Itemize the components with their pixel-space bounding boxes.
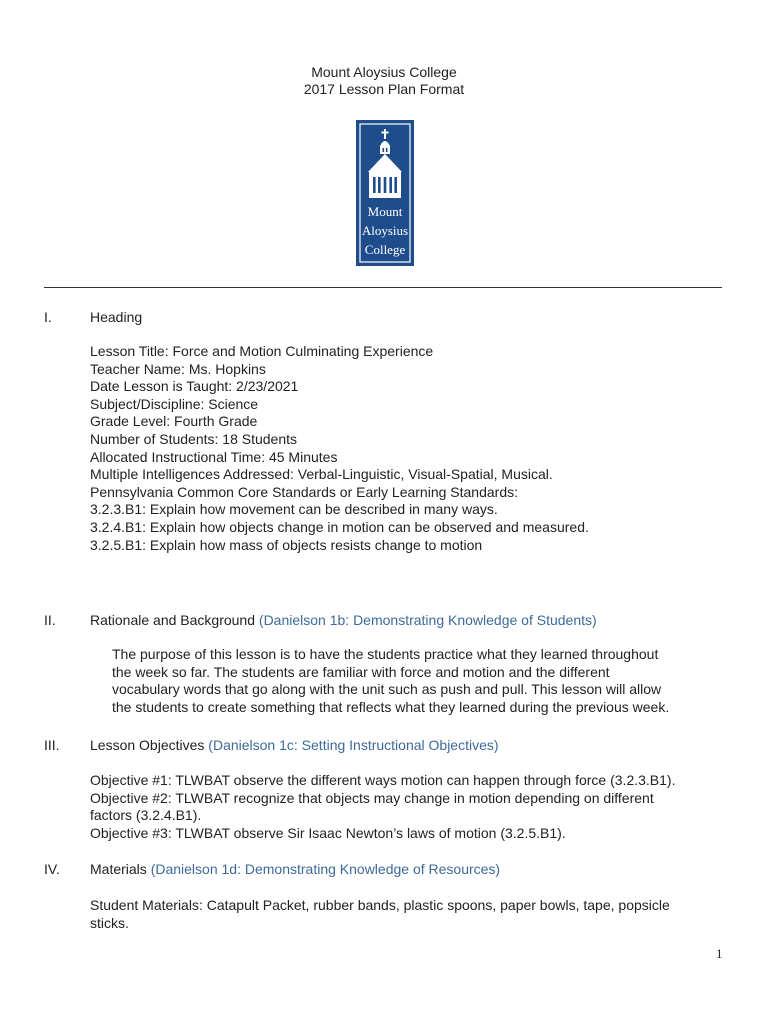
college-logo: [356, 120, 414, 266]
header-divider: [44, 287, 722, 288]
standards-heading: Pennsylvania Common Core Standards or Early Learning Standards:: [90, 483, 519, 500]
logo-text-line3: College: [364, 242, 406, 257]
section-title: Materials: [90, 861, 147, 877]
multiple-intelligences: Multiple Intelligences Addressed: Verbal-Linguistic, Visual-Spatial, Musical.: [90, 466, 553, 483]
student-materials: Student Materials: Catapult Packet, rubber bands, plastic spoons, paper bowls, tape, popsicle: [90, 897, 670, 913]
number-of-students: Number of Students: 18 Students: [90, 430, 298, 447]
danielson-reference: (Danielson 1d: Demonstrating Knowledge of Resources): [150, 861, 501, 877]
paragraph-line: the week so far. The students are familiar with force and motion and the different: [112, 663, 610, 680]
paragraph-line: The purpose of this lesson is to have the students practice what they learned throughout: [112, 646, 659, 662]
logo-text-line2: Aloysius: [361, 223, 409, 238]
standard-1: 3.2.3.B1: Explain how movement can be described in many ways.: [90, 501, 498, 518]
logo-text-line1: Mount: [367, 204, 403, 219]
objective-2: Objective #2: TLWBAT recognize that objects may change in motion depending on different: [90, 789, 654, 806]
section-number: IV.: [44, 861, 60, 877]
rationale-paragraph: [112, 646, 669, 716]
objective-1: Objective #1: TLWBAT observe the different ways motion can happen through force (3.2.3.B1).: [90, 772, 676, 788]
document-title: 2017 Lesson Plan Format: [303, 81, 465, 97]
section-number: III.: [44, 737, 60, 753]
objective-3: Objective #3: TLWBAT observe Sir Isaac Newton’s laws of motion (3.2.5.B1).: [90, 824, 566, 841]
subject: Subject/Discipline: Science: [90, 395, 259, 412]
heading-details: [90, 343, 589, 554]
section-title: Heading: [90, 309, 143, 325]
objectives-list: [90, 772, 675, 842]
paragraph-line: the students to create something that reflects what they learned during the previous week.: [112, 698, 670, 715]
lesson-title: Lesson Title: Force and Motion Culminating Experience: [90, 343, 434, 359]
danielson-reference: (Danielson 1c: Setting Instructional Objectives): [208, 737, 499, 753]
teacher-name: Teacher Name: Ms. Hopkins: [90, 360, 266, 377]
standard-3: 3.2.5.B1: Explain how mass of objects resists change to motion: [90, 536, 483, 553]
section-title: Rationale and Background: [90, 612, 256, 628]
section-number: II.: [44, 612, 56, 628]
grade-level: Grade Level: Fourth Grade: [90, 413, 258, 430]
page-number: 1: [716, 946, 723, 961]
danielson-reference: (Danielson 1b: Demonstrating Knowledge of Students): [258, 612, 597, 628]
date-taught: Date Lesson is Taught: 2/23/2021: [90, 378, 299, 395]
materials-list: [90, 897, 670, 932]
document-header: [0, 64, 768, 98]
institution-name: Mount Aloysius College: [311, 64, 457, 80]
instructional-time: Allocated Instructional Time: 45 Minutes: [90, 448, 338, 465]
section-title: Lesson Objectives: [90, 737, 205, 753]
paragraph-line: vocabulary words that go along with the unit such as push and pull. This lesson will allow: [112, 681, 662, 698]
objective-2-cont: factors (3.2.4.B1).: [90, 807, 202, 824]
student-materials-cont: sticks.: [90, 914, 129, 931]
section-number: I.: [44, 309, 52, 325]
standard-2: 3.2.4.B1: Explain how objects change in motion can be observed and measured.: [90, 518, 589, 535]
